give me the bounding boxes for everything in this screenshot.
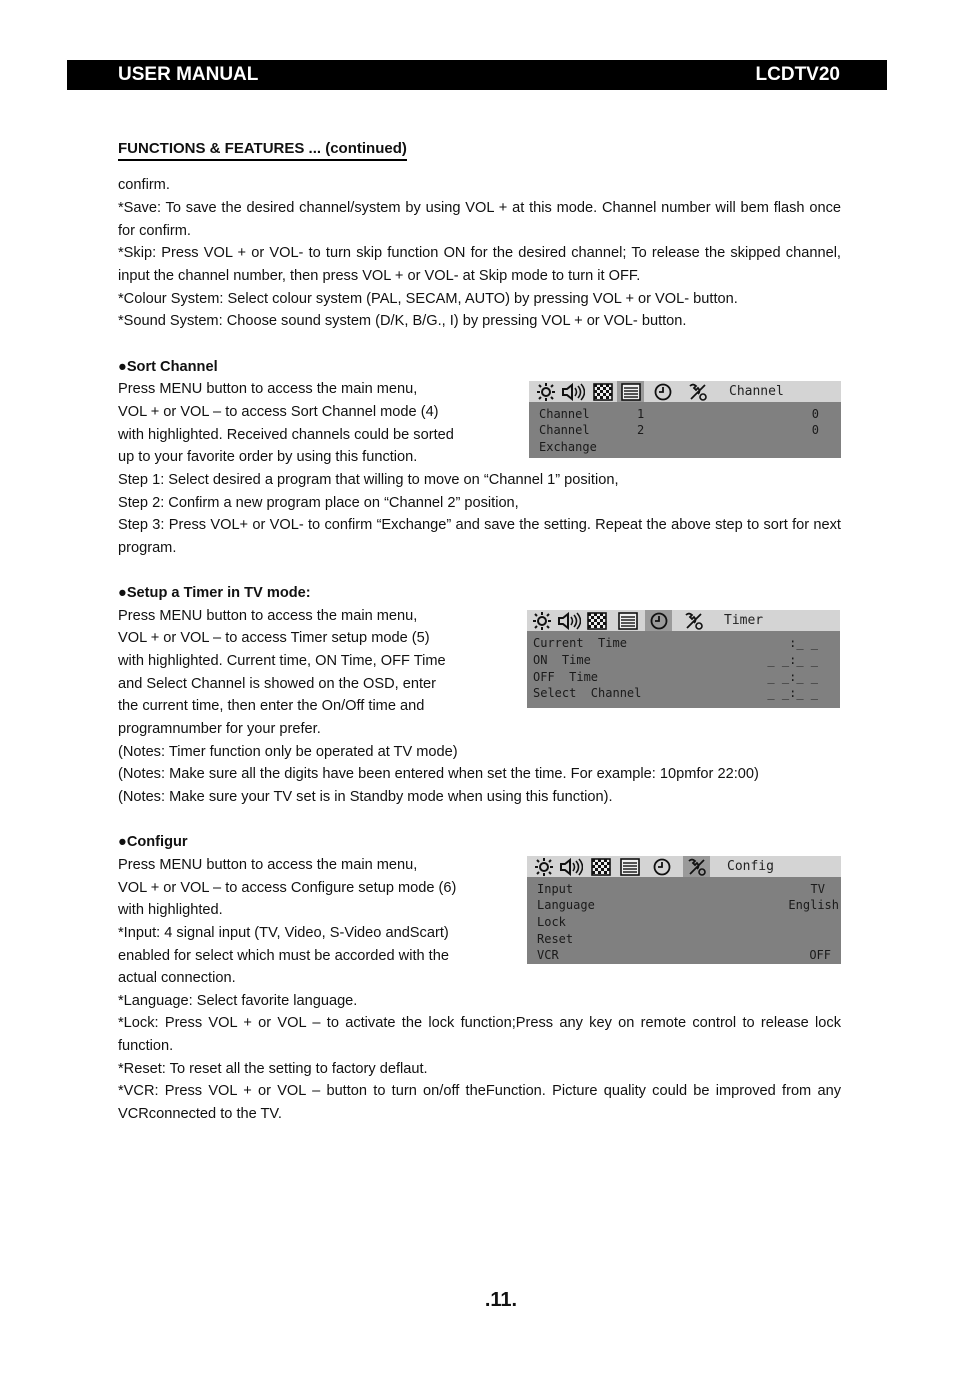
configur-text: actual connection.	[118, 970, 236, 986]
osd-row-value: :_ _	[789, 636, 818, 650]
osd-row	[533, 670, 832, 686]
page-header	[67, 60, 887, 90]
intro-skip: *Skip: Press VOL + or VOL- to turn skip function ON for the desired channel; To release the skipped channel, input the channel number, then press VOL + or VOL- at Skip mode to turn it OFF.	[118, 245, 841, 284]
osd-config-menu	[527, 856, 841, 964]
tools-icon	[683, 856, 710, 877]
osd-row-value: OFF	[809, 948, 831, 962]
timer-text: programnumber for your prefer.	[118, 721, 321, 737]
osd-row-label: Reset	[537, 932, 574, 946]
timer-note: (Notes: Make sure your TV set is in Standby mode when using this function).	[118, 789, 613, 805]
osd-row-value: _ _:_ _	[767, 686, 818, 700]
osd-channel-menu	[529, 381, 841, 458]
checker-icon	[589, 381, 616, 402]
configur-text: VOL + or VOL – to access Configure setup mode (6)	[118, 880, 457, 896]
configur-text: *Input: 4 signal input (TV, Video, S-Video andScart)	[118, 925, 449, 941]
osd-row	[537, 948, 839, 964]
osd-row-value: _ _:_ _	[767, 653, 818, 667]
osd-row-label: Lock	[537, 915, 566, 929]
osd-row	[533, 653, 832, 669]
tools-icon	[680, 610, 707, 631]
osd-row	[539, 440, 833, 456]
configur-text: with highlighted.	[118, 902, 223, 918]
sort-channel-text: Press MENU button to access the main menu,	[118, 381, 418, 397]
osd-title: Timer	[724, 613, 764, 628]
timer-note: (Notes: Timer function only be operated at TV mode)	[118, 744, 458, 760]
sort-channel-text: with highlighted. Received channels could be sorted	[118, 427, 454, 443]
osd-row	[539, 423, 833, 439]
osd-row	[537, 882, 839, 898]
tools-icon	[684, 381, 711, 402]
osd-row	[537, 898, 839, 914]
intro-colour-system: *Colour System: Select colour system (PAL, SECAM, AUTO) by pressing VOL + or VOL- button.	[118, 291, 738, 307]
osd-row-value: English	[788, 898, 839, 912]
header-title: USER MANUAL	[118, 64, 259, 85]
osd-row	[533, 636, 832, 652]
osd-row-mid: 1	[637, 407, 645, 421]
sort-channel-heading: ●Sort Channel	[118, 359, 218, 375]
clock-icon	[645, 610, 672, 631]
timer-text: Press MENU button to access the main menu,	[118, 608, 418, 624]
timer-heading: ●Setup a Timer in TV mode:	[118, 585, 311, 601]
section-title: FUNCTIONS & FEATURES ... (continued)	[118, 140, 407, 161]
configur-heading: ●Configur	[118, 834, 188, 850]
osd-row-label: Select Channel	[533, 686, 642, 700]
osd-row	[539, 407, 833, 423]
speaker-icon	[557, 856, 584, 877]
timer-text: VOL + or VOL – to access Timer setup mode (5)	[118, 630, 430, 646]
clock-icon	[649, 381, 676, 402]
speaker-icon	[555, 610, 582, 631]
osd-row-value: 0	[811, 407, 819, 421]
osd-title: Channel	[729, 384, 784, 399]
intro-sound-system: *Sound System: Choose sound system (D/K, B/G., I) by pressing VOL + or VOL- button.	[118, 313, 687, 329]
intro-save: *Save: To save the desired channel/system by using VOL + at this mode. Channel number will bem flash once for confirm.	[118, 200, 841, 239]
timer-text: and Select Channel is showed on the OSD, enter	[118, 676, 437, 692]
osd-row-label: Language	[537, 898, 595, 912]
intro-confirm: confirm.	[118, 177, 170, 193]
osd-timer-menu	[527, 610, 840, 708]
osd-row-label: VCR	[537, 948, 559, 962]
osd-row-label: Exchange	[539, 440, 597, 454]
osd-row-label: Current Time	[533, 636, 627, 650]
osd-row-label: Channel	[539, 423, 590, 437]
osd-row-value: _ _:_ _	[767, 670, 818, 684]
osd-row	[537, 932, 839, 948]
header-model: LCDTV20	[755, 64, 840, 85]
clock-icon	[648, 856, 675, 877]
checker-icon	[587, 856, 614, 877]
timer-note: (Notes: Make sure all the digits have been entered when set the time. For example: 10pmfor 22:00)	[118, 766, 759, 782]
list-icon	[617, 381, 644, 402]
osd-row-label: Input	[537, 882, 574, 896]
brightness-icon	[530, 856, 557, 877]
sort-channel-text: up to your favorite order by using this function.	[118, 449, 418, 465]
osd-row-label: OFF Time	[533, 670, 599, 684]
osd-title: Config	[727, 859, 774, 874]
configur-reset: *Reset: To reset all the setting to factory deflaut.	[118, 1061, 428, 1077]
configur-vcr: *VCR: Press VOL + or VOL – button to turn on/off theFunction. Picture quality could be improved from any VCRconnected to the TV.	[118, 1083, 841, 1122]
sort-step: Step 2: Confirm a new program place on “Channel 2” position,	[118, 495, 519, 511]
osd-row	[537, 915, 839, 931]
osd-row-label: Channel	[539, 407, 590, 421]
brightness-icon	[528, 610, 555, 631]
timer-text: with highlighted. Current time, ON Time, OFF Time	[118, 653, 446, 669]
osd-row-value: TV	[810, 882, 825, 896]
list-icon	[616, 856, 643, 877]
speaker-icon	[559, 381, 586, 402]
sort-step: Step 1: Select desired a program that willing to move on “Channel 1” position,	[118, 472, 619, 488]
osd-row-value: 0	[811, 423, 819, 437]
osd-row-label: ON Time	[533, 653, 591, 667]
sort-channel-text: VOL + or VOL – to access Sort Channel mode (4)	[118, 404, 439, 420]
osd-row	[533, 686, 832, 702]
brightness-icon	[532, 381, 559, 402]
configur-language: *Language: Select favorite language.	[118, 993, 358, 1009]
sort-step: Step 3: Press VOL+ or VOL- to confirm “Exchange” and save the setting. Repeat the above step to sort for next program.	[118, 517, 841, 556]
configur-text: enabled for select which must be accorded with the	[118, 948, 449, 964]
configur-lock: *Lock: Press VOL + or VOL – to activate the lock function;Press any key on remote control to release lock function.	[118, 1015, 841, 1054]
checker-icon	[583, 610, 610, 631]
osd-row-mid: 2	[637, 423, 645, 437]
list-icon	[614, 610, 641, 631]
configur-text: Press MENU button to access the main menu,	[118, 857, 418, 873]
page-number: .11.	[484, 1289, 518, 1311]
timer-text: the current time, then enter the On/Off time and	[118, 698, 425, 714]
